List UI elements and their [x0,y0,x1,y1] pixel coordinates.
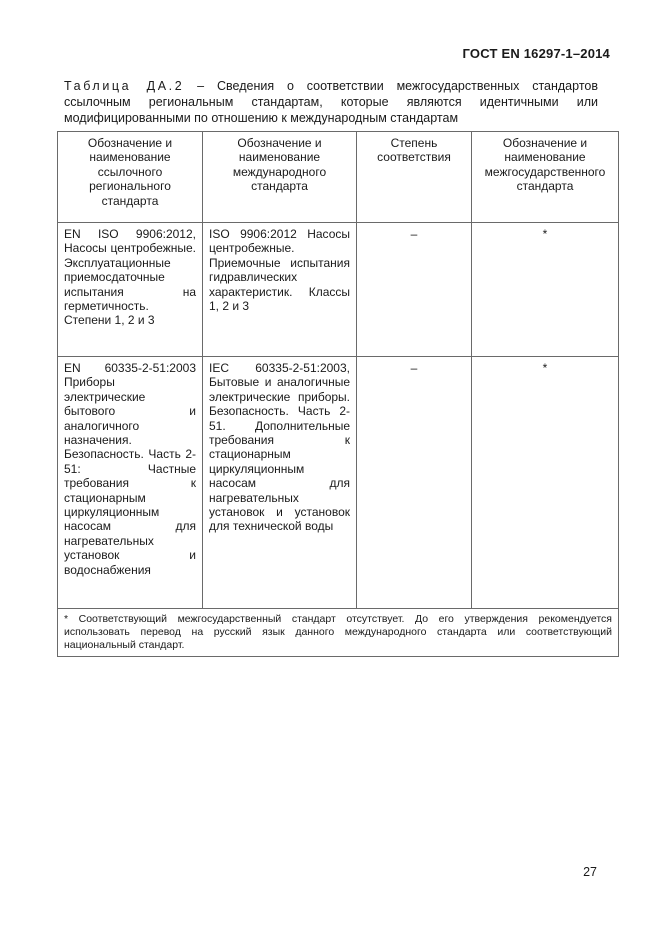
standards-table [57,131,619,657]
regional-standard-cell: EN ISO 9906:2012, Насосы центробежные. Эксплуатационные приемосдаточные испытания на герметичность. Степени 1, 2 и 3 [58,223,203,357]
table-row [58,223,619,357]
table-footnote-row [58,609,619,657]
header-interstate-standard: Обозначение и наименование межгосударственного стандарта [472,132,619,223]
table-caption [64,78,598,126]
regional-standard-cell: EN 60335-2-51:2003 Приборы электрические бытового и аналогичного назначения. Безопасность. Часть 2-51: Частные требования к стационарным циркуляционным насосам для нагревательных установок и водоснабжения [58,357,203,609]
header-degree-of-conformity: Степень соответствия [357,132,472,223]
degree-cell: – [357,223,472,357]
table-row [58,357,619,609]
table-caption-lead: Таблица ДА.2 [64,79,185,93]
page-number: 27 [583,865,597,879]
table-header-row [58,132,619,223]
table-caption-text: – Сведения о соответствии межгосударственных стандартов ссылочным региональным стандартам, которые являются идентичными или модифицированными по отношению к международным стандартам [64,79,598,125]
header-regional-standard: Обозначение и наименование ссылочного регионального стандарта [58,132,203,223]
table-footnote: * Соответствующий межгосударственный стандарт отсутствует. До его утверждения рекомендуется использовать перевод на русский язык данного международного стандарта или соответствующий национальный стандарт. [58,609,619,657]
interstate-standard-cell: * [472,357,619,609]
document-code: ГОСТ EN 16297-1–2014 [462,46,610,61]
interstate-standard-cell: * [472,223,619,357]
international-standard-cell: IEC 60335-2-51:2003, Бытовые и аналогичные электрические приборы. Безопасность. Часть 2-51. Дополнительные требования к стационарным циркуляционным насосам для нагревательных установок и установок для технической воды [203,357,357,609]
degree-cell: – [357,357,472,609]
international-standard-cell: ISO 9906:2012 Насосы центробежные. Приемочные испытания гидравлических характеристик. Классы 1, 2 и 3 [203,223,357,357]
header-international-standard: Обозначение и наименование международного стандарта [203,132,357,223]
